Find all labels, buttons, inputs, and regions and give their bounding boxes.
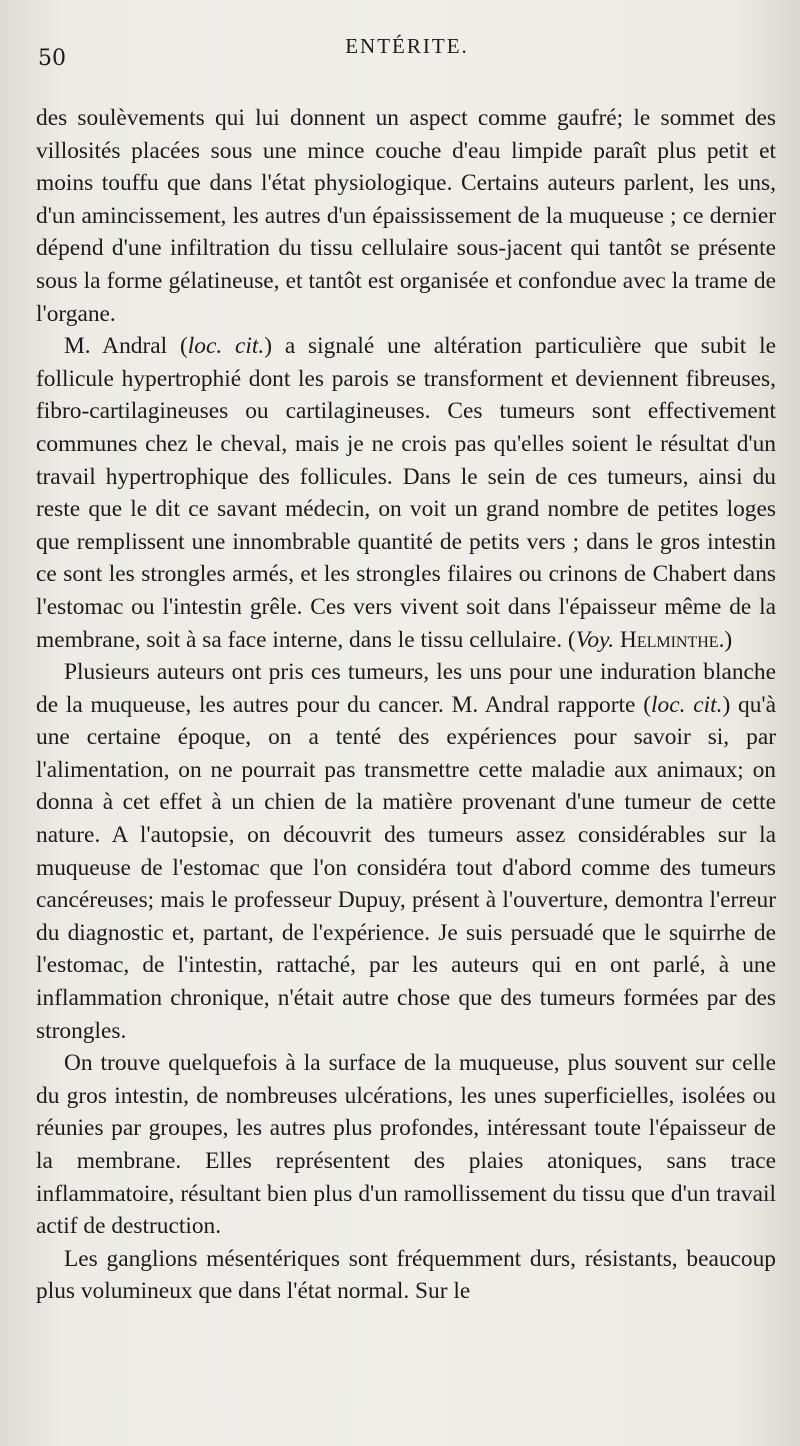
paragraph-2 bbox=[36, 330, 776, 656]
paragraph-4: On trouve quelquefois à la surface de la muqueuse, plus souvent sur celle du gros intestin, de nombreuses ulcérations, les unes superficielles, isolées ou réunies par groupes, les autres plus profondes, intéressant toute l'épaisseur de la membrane. Elles représentent des plaies atoniques, sans trace inflammatoire, résultant bien plus d'un ramollissement du tissu que d'un travail actif de destruction. bbox=[36, 1050, 776, 1240]
running-head bbox=[36, 28, 778, 76]
p2-text-start: M. Andral ( bbox=[64, 333, 188, 360]
running-title: ENTÉRITE. bbox=[345, 34, 469, 58]
p3-text-end: ) qu'à une certaine époque, on a tenté des expériences pour savoir si, par l'alimentation, on ne pourrait pas transmettre cette maladie aux animaux; on donna à cet effet à un chien de la matière provenant d'une tumeur de cette nature. A l'autopsie, on découvrit des tumeurs assez considérables sur la muqueuse de l'estomac que l'on considéra tout d'abord comme des tumeurs cancéreuses; mais le professeur Dupuy, présent à l'ouverture, demontra l'erreur du diagnostic et, partant, de l'expérience. Je suis persuadé que le squirrhe de l'estomac, de l'intestin, rattaché, par les auteurs qui en ont parlé, à une inflammation chronique, n'était autre chose que des tumeurs formées par des strongles. bbox=[36, 691, 777, 1044]
p2-loc-cit: loc. cit. bbox=[187, 333, 265, 360]
paragraph-3 bbox=[36, 656, 776, 1047]
page-number: 50 bbox=[38, 46, 66, 71]
p3-text-start: Plusieurs auteurs ont pris ces tumeurs, les uns pour une induration blanche de la muqueuse, les autres pour du cancer. M. Andral rapporte ( bbox=[36, 659, 776, 718]
p2-text-middle: ) a signalé une altération particulière que subit le follicule hypertrophié dont les parois se transforment et deviennent fibreuses, fibro-cartilagineuses ou cartilagineuses. Ces tumeurs sont effectivement communes chez le cheval, mais je ne crois pas qu'elles soient le résultat d'un travail hypertrophique des follicules. Dans le sein de ces tumeurs, ainsi du reste que le dit ce savant médecin, on voit un grand nombre de petites loges que remplissent une innombrable quantité de petits vers ; dans le gros intestin ce sont les strongles armés, et les strongles filaires ou crinons de Chabert dans l'estomac ou l'intestin grêle. Ces vers vivent soit dans l'épaisseur même de la membrane, soit à sa face interne, dans le tissu cellulaire. ( bbox=[36, 333, 776, 653]
paragraph-5: Les ganglions mésentériques sont fréquemment durs, résistants, beaucoup plus volumineux que dans l'état normal. Sur le bbox=[36, 1245, 776, 1305]
p2-text-end: ) bbox=[724, 626, 733, 653]
paragraph-1: des soulèvements qui lui donnent un aspect comme gaufré; le sommet des villosités placées sous une mince couche d'eau limpide paraît plus petit et moins touffu que dans l'état physiologique. Certains auteurs parlent, les uns, d'un amincissement, les autres d'un épaississement de la muqueuse ; ce dernier dépend d'une infiltration du tissu cellulaire sous-jacent qui tantôt se présente sous la forme gélatineuse, et tantôt est organisée et confondue avec la trame de l'organe. bbox=[36, 105, 776, 327]
p3-loc-cit: loc. cit. bbox=[651, 691, 723, 718]
p2-helminthe-ref: Helminthe. bbox=[619, 626, 725, 653]
body-text bbox=[36, 102, 776, 1308]
p2-voy: Voy. bbox=[575, 626, 615, 653]
